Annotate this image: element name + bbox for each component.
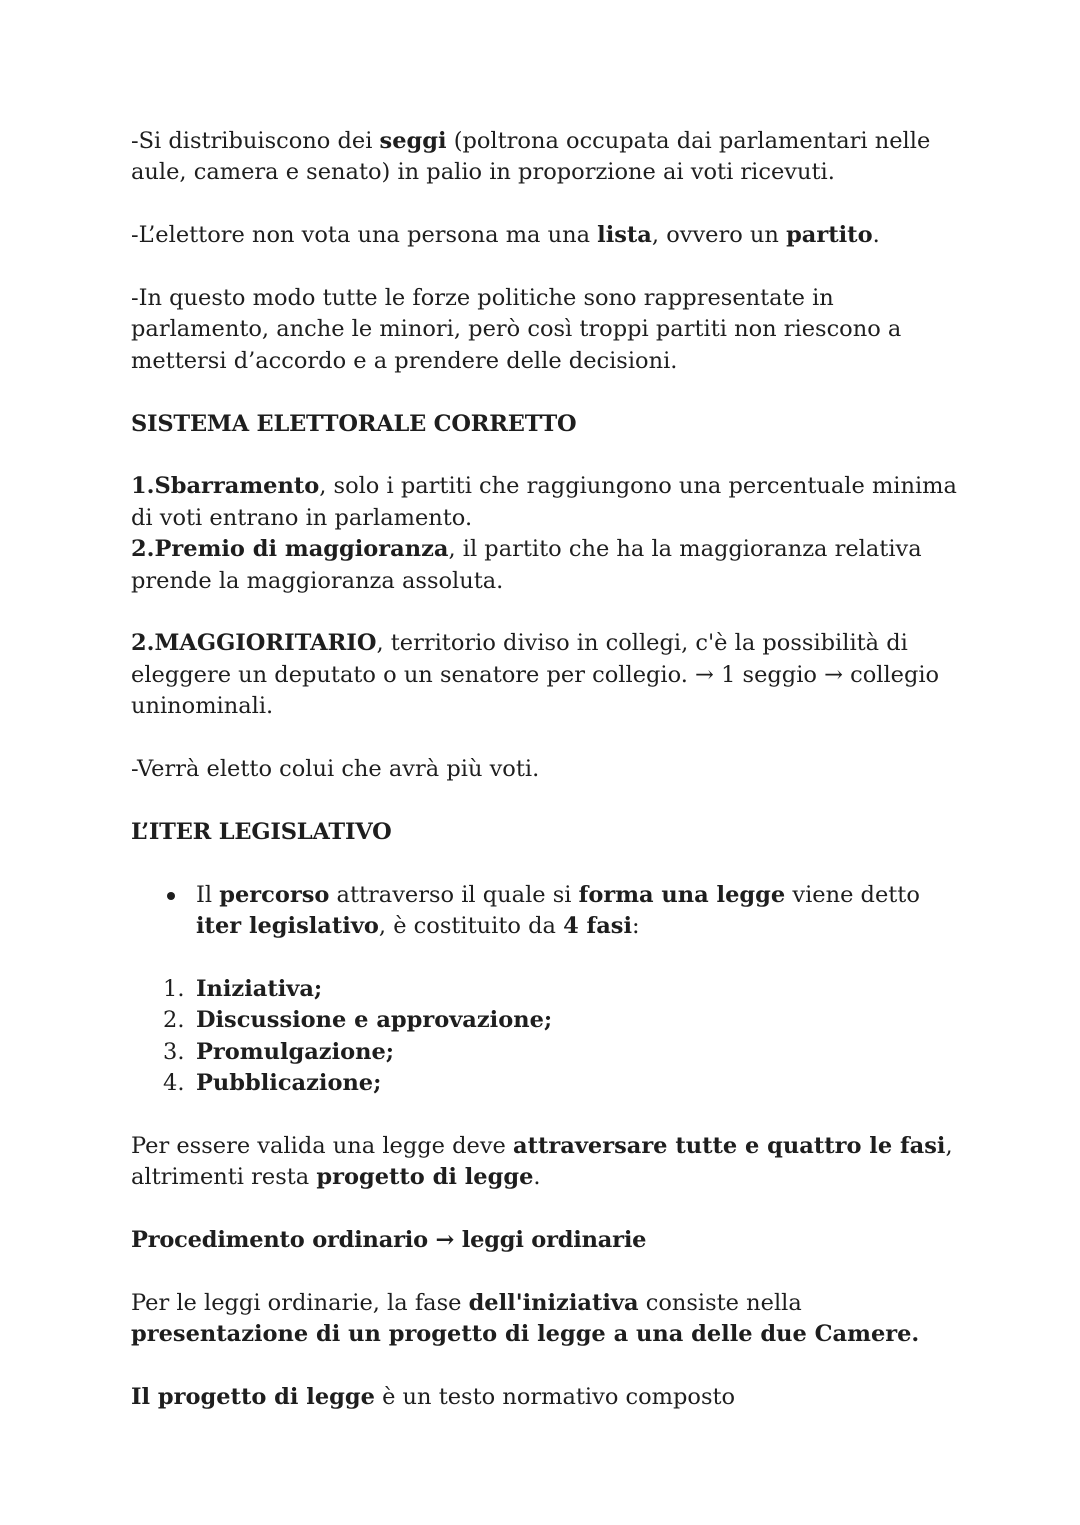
paragraph-sbarramento-premio: 1.Sbarramento, solo i partiti che raggiungono una percentuale minima di voti entrano in parlamento. 2.Premio di maggioranza, il partito che ha la maggioranza relativa prende la maggioranza assoluta. bbox=[131, 473, 957, 594]
list-item: 1. Iniziativa; bbox=[163, 975, 323, 1002]
list-item: 2. Discussione e approvazione; bbox=[163, 1007, 553, 1034]
bullet-dot-icon bbox=[167, 892, 175, 900]
paragraph-seggi: -Si distribuiscono dei seggi (poltrona occupata dai parlamentari nelle aule, camera e senato) in palio in proporzione ai voti ricevuti. bbox=[131, 128, 931, 186]
list-item: 4. Pubblicazione; bbox=[163, 1070, 382, 1097]
paragraph-eletto: -Verrà eletto colui che avrà più voti. bbox=[131, 756, 540, 783]
heading-sistema-elettorale: SISTEMA ELETTORALE CORRETTO bbox=[131, 410, 577, 437]
heading-procedimento-ordinario: Procedimento ordinario → leggi ordinarie bbox=[131, 1227, 647, 1254]
paragraph-lista: -L’elettore non vota una persona ma una lista, ovvero un partito. bbox=[131, 222, 880, 249]
bullet-item: Il percorso attraverso il quale si forma una legge viene detto iter legislativo, è costituito da 4 fasi: bbox=[131, 880, 961, 943]
document-page bbox=[131, 126, 961, 1445]
paragraph-forze-politiche: -In questo modo tutte le forze politiche sono rappresentate in parlamento, anche le minori, però così troppi partiti non riescono a mettersi d’accordo e a prendere delle decisioni. bbox=[131, 285, 902, 374]
paragraph-iniziativa: Per le leggi ordinarie, la fase dell'iniziativa consiste nella presentazione di un progetto di legge a una delle due Camere. bbox=[131, 1289, 920, 1348]
heading-iter-legislativo: L’ITER LEGISLATIVO bbox=[131, 818, 392, 845]
phases-list bbox=[131, 974, 961, 1100]
paragraph-progetto-di-legge: Il progetto di legge è un testo normativo composto bbox=[131, 1384, 736, 1411]
list-item: 3. Promulgazione; bbox=[163, 1038, 395, 1065]
bullet-list bbox=[131, 880, 961, 943]
paragraph-legge-valida: Per essere valida una legge deve attraversare tutte e quattro le fasi, altrimenti resta progetto di legge. bbox=[131, 1132, 953, 1191]
paragraph-maggioritario: 2.MAGGIORITARIO, territorio diviso in collegi, c'è la possibilità di eleggere un deputato o un senatore per collegio. → 1 seggio → collegio uninominali. bbox=[131, 630, 940, 720]
